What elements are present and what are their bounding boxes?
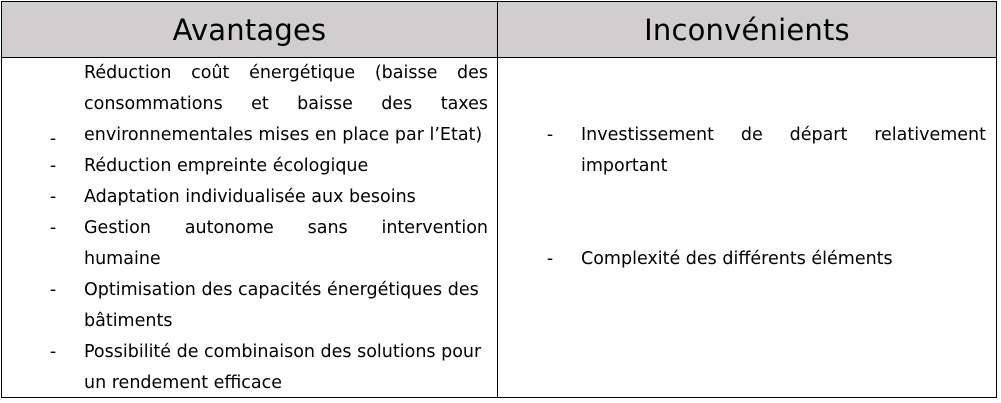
bullet-dash: - [49, 187, 57, 207]
drawback-line: Complexité des différents éléments [581, 249, 893, 269]
drawbacks-cell [498, 58, 996, 397]
advantage-line: Possibilité de combinaison des solutions pour [84, 342, 482, 362]
advantage-line: humaine [84, 249, 161, 269]
advantage-line: environnementales mises en place par l’Etat) [84, 125, 483, 145]
advantage-line: Adaptation individualisée aux besoins [84, 187, 416, 207]
bullet-dash: - [49, 129, 57, 149]
advantage-line: bâtiments [84, 311, 173, 331]
advantages-header: Avantages [2, 2, 498, 58]
bullet-dash: - [49, 280, 57, 300]
advantage-line: Réduction empreinte écologique [84, 156, 369, 176]
drawback-line: important [581, 156, 668, 176]
advantage-word: coût [191, 63, 230, 83]
advantage-line: Gestion autonome sans intervention [84, 218, 488, 238]
advantage-line: Optimisation des capacités énergétiques des [84, 280, 479, 300]
advantage-word: Réduction [84, 63, 172, 83]
bullet-dash: - [49, 342, 57, 362]
pros-cons-table [1, 1, 997, 398]
bullet-dash: - [546, 125, 554, 145]
bullet-dash: - [546, 249, 554, 269]
advantage-line: un rendement efficace [84, 373, 283, 393]
advantage-line: consommations et baisse des taxes [84, 94, 488, 114]
advantage-word: (baisse [374, 63, 438, 83]
advantages-cell [2, 58, 498, 397]
advantage-word: énergétique [249, 63, 356, 83]
drawback-line: Investissement de départ relativement [581, 125, 986, 145]
advantage-line [84, 58, 488, 89]
advantage-word: des [457, 63, 488, 83]
bullet-dash: - [49, 218, 57, 238]
drawbacks-header: Inconvénients [498, 2, 996, 58]
bullet-dash: - [49, 156, 57, 176]
